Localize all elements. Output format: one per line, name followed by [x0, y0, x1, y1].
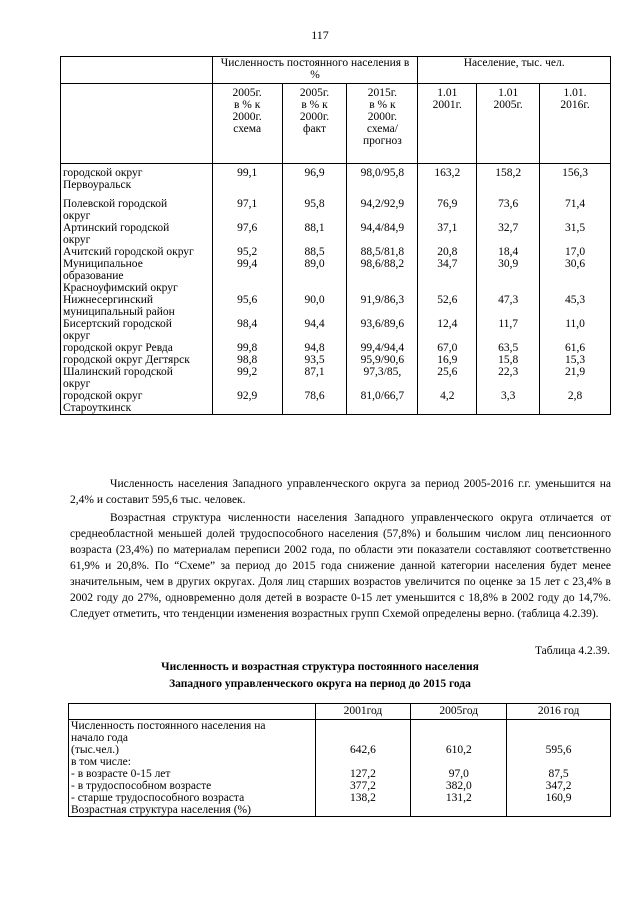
column-header-line: 2016г.	[560, 99, 590, 111]
column-header	[540, 84, 611, 164]
table-row	[69, 720, 611, 769]
row-label: Возрастная структура населения (%)	[69, 804, 316, 817]
column-header-line: 2005г.	[232, 87, 262, 99]
row-value: 61,6	[540, 342, 611, 354]
row-name-line: округ	[63, 210, 91, 222]
row-value: 73,6	[477, 191, 540, 222]
row-value: 91,9/86,3	[347, 294, 418, 318]
row-value: 97,6	[212, 222, 282, 246]
row-label-line: (тыс.чел.)	[71, 744, 119, 756]
table-row	[61, 318, 611, 342]
row-value: 52,6	[418, 294, 477, 318]
row-value: 610,2	[445, 744, 472, 756]
column-header-line: 1.01.	[563, 87, 587, 99]
row-value-empty	[315, 804, 411, 817]
column-header-line: 2000г.	[367, 111, 398, 123]
row-name-line: Нижнесергинский	[63, 294, 154, 306]
table-row	[69, 780, 611, 792]
row-value: 94,4	[282, 318, 347, 342]
row-name-line: образование	[63, 270, 124, 282]
column-header	[347, 84, 418, 164]
column-header	[477, 84, 540, 164]
row-value: 2,8	[540, 390, 611, 415]
row-value: 347,2	[507, 780, 611, 792]
row-name	[61, 390, 213, 415]
row-value: 595,6	[545, 744, 572, 756]
row-name-line: округ	[63, 378, 91, 390]
column-header-line: схема	[233, 123, 262, 135]
row-value: 87,5	[507, 768, 611, 780]
population-table-body	[61, 164, 611, 415]
row-value: 87,1	[282, 366, 347, 390]
table-row	[61, 294, 611, 318]
row-value: 158,2	[477, 164, 540, 192]
column-header-line: 2005г.	[493, 99, 523, 111]
table-row	[69, 792, 611, 804]
row-value: 4,2	[418, 390, 477, 415]
row-name	[61, 342, 213, 354]
row-name-line: городской округ Ревда	[63, 342, 173, 354]
column-header-line: 2015г.	[367, 87, 398, 99]
row-name-line: Староуткинск	[63, 402, 132, 414]
row-name-line: городской округ	[63, 167, 143, 179]
row-value: 16,9	[418, 354, 477, 366]
row-value: 93,6/89,6	[347, 318, 418, 342]
age-structure-table	[68, 703, 611, 817]
row-label-line: Численность постоянного населения на	[71, 720, 266, 732]
table-title	[0, 659, 640, 693]
column-header-line: в % к	[369, 99, 396, 111]
table-row	[61, 354, 611, 366]
row-value: 95,2	[212, 246, 282, 258]
row-value: 25,6	[418, 366, 477, 390]
table-row	[61, 258, 611, 294]
table-row	[61, 366, 611, 390]
row-name-line: Первоуральск	[63, 179, 132, 191]
row-name-line: округ	[63, 330, 91, 342]
column-header	[212, 84, 282, 164]
row-value: 11,0	[540, 318, 611, 342]
table-title-line: Западного управленческого округа на период до 2015 года	[169, 678, 471, 690]
row-value: 37,1	[418, 222, 477, 246]
row-value: 30,6	[540, 258, 611, 294]
row-value: 98,4	[212, 318, 282, 342]
t2-header-cell: 2005год	[411, 704, 507, 720]
column-header-line: схема/	[366, 123, 398, 135]
row-value: 131,2	[411, 792, 507, 804]
row-value: 32,7	[477, 222, 540, 246]
row-value: 377,2	[315, 780, 411, 792]
column-header	[282, 84, 347, 164]
row-value: 71,4	[540, 191, 611, 222]
row-name	[61, 354, 213, 366]
table-row	[61, 342, 611, 354]
row-name	[61, 366, 213, 390]
row-value: 98,0/95,8	[347, 164, 418, 192]
row-value: 95,8	[282, 191, 347, 222]
row-value-cell	[315, 720, 411, 769]
column-headers-row	[61, 84, 611, 164]
row-label: - в возрасте 0-15 лет	[69, 768, 316, 780]
row-value: 138,2	[315, 792, 411, 804]
row-name-line: Полевской городской	[63, 198, 168, 210]
column-header-line: 2005г.	[299, 87, 330, 99]
row-label: - старше трудоспособного возраста	[69, 792, 316, 804]
row-value: 99,1	[212, 164, 282, 192]
row-value: 81,0/66,7	[347, 390, 418, 415]
row-name-line: городской округ	[63, 390, 143, 402]
row-value: 160,9	[507, 792, 611, 804]
row-value: 94,4/84,9	[347, 222, 418, 246]
header-empty	[61, 57, 213, 84]
column-header-line: 1.01	[498, 87, 519, 99]
row-name-line: Артинский городской	[63, 222, 170, 234]
header-empty	[61, 84, 213, 164]
column-header-line: 2000г.	[232, 111, 262, 123]
row-value-empty	[507, 804, 611, 817]
table-row	[69, 768, 611, 780]
row-value: 78,6	[282, 390, 347, 415]
row-value: 47,3	[477, 294, 540, 318]
row-name-line: муниципальный район	[63, 306, 175, 318]
row-value: 15,3	[540, 354, 611, 366]
row-label-line: начало года	[71, 732, 128, 744]
column-header-line: 1.01	[437, 87, 458, 99]
row-value: 15,8	[477, 354, 540, 366]
row-value: 98,8	[212, 354, 282, 366]
row-label-line: в том числе:	[71, 756, 131, 768]
row-value: 98,6/88,2	[347, 258, 418, 294]
row-value: 156,3	[540, 164, 611, 192]
table-row	[61, 246, 611, 258]
row-name	[61, 191, 213, 222]
row-value: 18,4	[477, 246, 540, 258]
row-value-cell	[411, 720, 507, 769]
row-name-line: Ачитский городской округ	[63, 246, 194, 258]
row-name-line: городской округ Дегтярск	[63, 354, 190, 366]
row-value: 97,0	[411, 768, 507, 780]
row-value: 97,1	[212, 191, 282, 222]
row-name-line: Красноуфимский округ	[63, 282, 178, 294]
row-value: 92,9	[212, 390, 282, 415]
row-value: 12,4	[418, 318, 477, 342]
column-header	[418, 84, 477, 164]
row-value: 31,5	[540, 222, 611, 246]
row-value-empty	[411, 804, 507, 817]
row-name	[61, 164, 213, 192]
table-row	[61, 191, 611, 222]
row-name	[61, 258, 213, 294]
row-value: 94,2/92,9	[347, 191, 418, 222]
row-value: 99,4	[212, 258, 282, 294]
row-value: 95,6	[212, 294, 282, 318]
row-value: 22,3	[477, 366, 540, 390]
table-row	[61, 390, 611, 415]
row-name	[61, 246, 213, 258]
row-name	[61, 222, 213, 246]
t2-header-cell	[69, 704, 316, 720]
column-header-line: 2001г.	[432, 99, 462, 111]
page-number: 117	[311, 28, 329, 42]
column-header-line: прогноз	[362, 135, 402, 147]
column-header-line: в % к	[301, 99, 328, 111]
t2-header-cell: 2016 год	[507, 704, 611, 720]
row-value: 88,5/81,8	[347, 246, 418, 258]
row-value: 99,8	[212, 342, 282, 354]
row-value: 99,2	[212, 366, 282, 390]
population-table	[60, 56, 611, 415]
paragraph-population-change: Численность населения Западного управленческого округа за период 2005-2016 г.г. уменьшится на 2,4% и составит 595,6 тыс. человек.	[70, 478, 611, 506]
table-number-label: Таблица 4.2.39.	[534, 645, 610, 657]
row-value: 67,0	[418, 342, 477, 354]
table-title-line: Численность и возрастная структура постоянного населения	[161, 661, 479, 673]
row-value: 30,9	[477, 258, 540, 294]
row-value: 97,3/85,	[347, 366, 418, 390]
row-name-line: Бисертский городской	[63, 318, 172, 330]
row-name-line: Шалинский городской	[63, 366, 173, 378]
row-value: 95,9/90,6	[347, 354, 418, 366]
row-value: 99,4/94,4	[347, 342, 418, 354]
row-value: 90,0	[282, 294, 347, 318]
row-value: 96,9	[282, 164, 347, 192]
row-value: 3,3	[477, 390, 540, 415]
t2-header-cell: 2001год	[315, 704, 411, 720]
header-percent-group: Численность постоянного населения в %	[212, 57, 418, 84]
row-name	[61, 294, 213, 318]
row-value: 89,0	[282, 258, 347, 294]
row-value-cell	[507, 720, 611, 769]
column-header-line: в % к	[233, 99, 261, 111]
table-row	[61, 164, 611, 192]
row-value: 88,1	[282, 222, 347, 246]
row-value: 45,3	[540, 294, 611, 318]
row-name-line: Муниципальное	[63, 258, 143, 270]
row-value: 94,8	[282, 342, 347, 354]
row-value: 642,6	[350, 744, 376, 756]
row-value: 127,2	[315, 768, 411, 780]
row-value: 17,0	[540, 246, 611, 258]
table-row	[69, 804, 611, 817]
column-header-line: 2000г.	[299, 111, 330, 123]
header-population-group: Население, тыс. чел.	[418, 57, 611, 84]
row-value: 34,7	[418, 258, 477, 294]
row-value: 21,9	[540, 366, 611, 390]
row-label	[69, 720, 316, 769]
paragraph-age-structure: Возрастная структура численности населения Западного управленческого округа отличается от среднеобластной меньшей долей трудоспособного населения (57,8%) и большим числом лиц пенсионного возраста (23,4%) по материалам переписи 2002 года, по области эти показатели составляют соответственно 61,9% и 20,8%. По “Схеме” за период до 2015 года снижение данной категории населения будет менее значительным, чем в других округах. Доля лиц старших возрастов увеличится по оценке за 15 лет с 23,4% в 2002 году до 27%, одновременно доля детей в возрасте 0-15 лет уменьшится с 18,8% в 2002 году до 14,7%. Следует отметить, что тенденции изменения возрастных групп Схемой определены верно. (таблица 4.2.39).	[70, 512, 611, 620]
row-value: 163,2	[418, 164, 477, 192]
row-value: 382,0	[411, 780, 507, 792]
row-value: 88,5	[282, 246, 347, 258]
row-name-line: округ	[63, 234, 91, 246]
row-name	[61, 318, 213, 342]
row-label: - в трудоспособном возрасте	[69, 780, 316, 792]
row-value: 20,8	[418, 246, 477, 258]
row-value: 63,5	[477, 342, 540, 354]
age-structure-table-body	[69, 720, 611, 817]
row-value: 76,9	[418, 191, 477, 222]
column-header-line: факт	[303, 123, 327, 135]
row-value: 11,7	[477, 318, 540, 342]
row-value: 93,5	[282, 354, 347, 366]
table-row	[61, 222, 611, 246]
